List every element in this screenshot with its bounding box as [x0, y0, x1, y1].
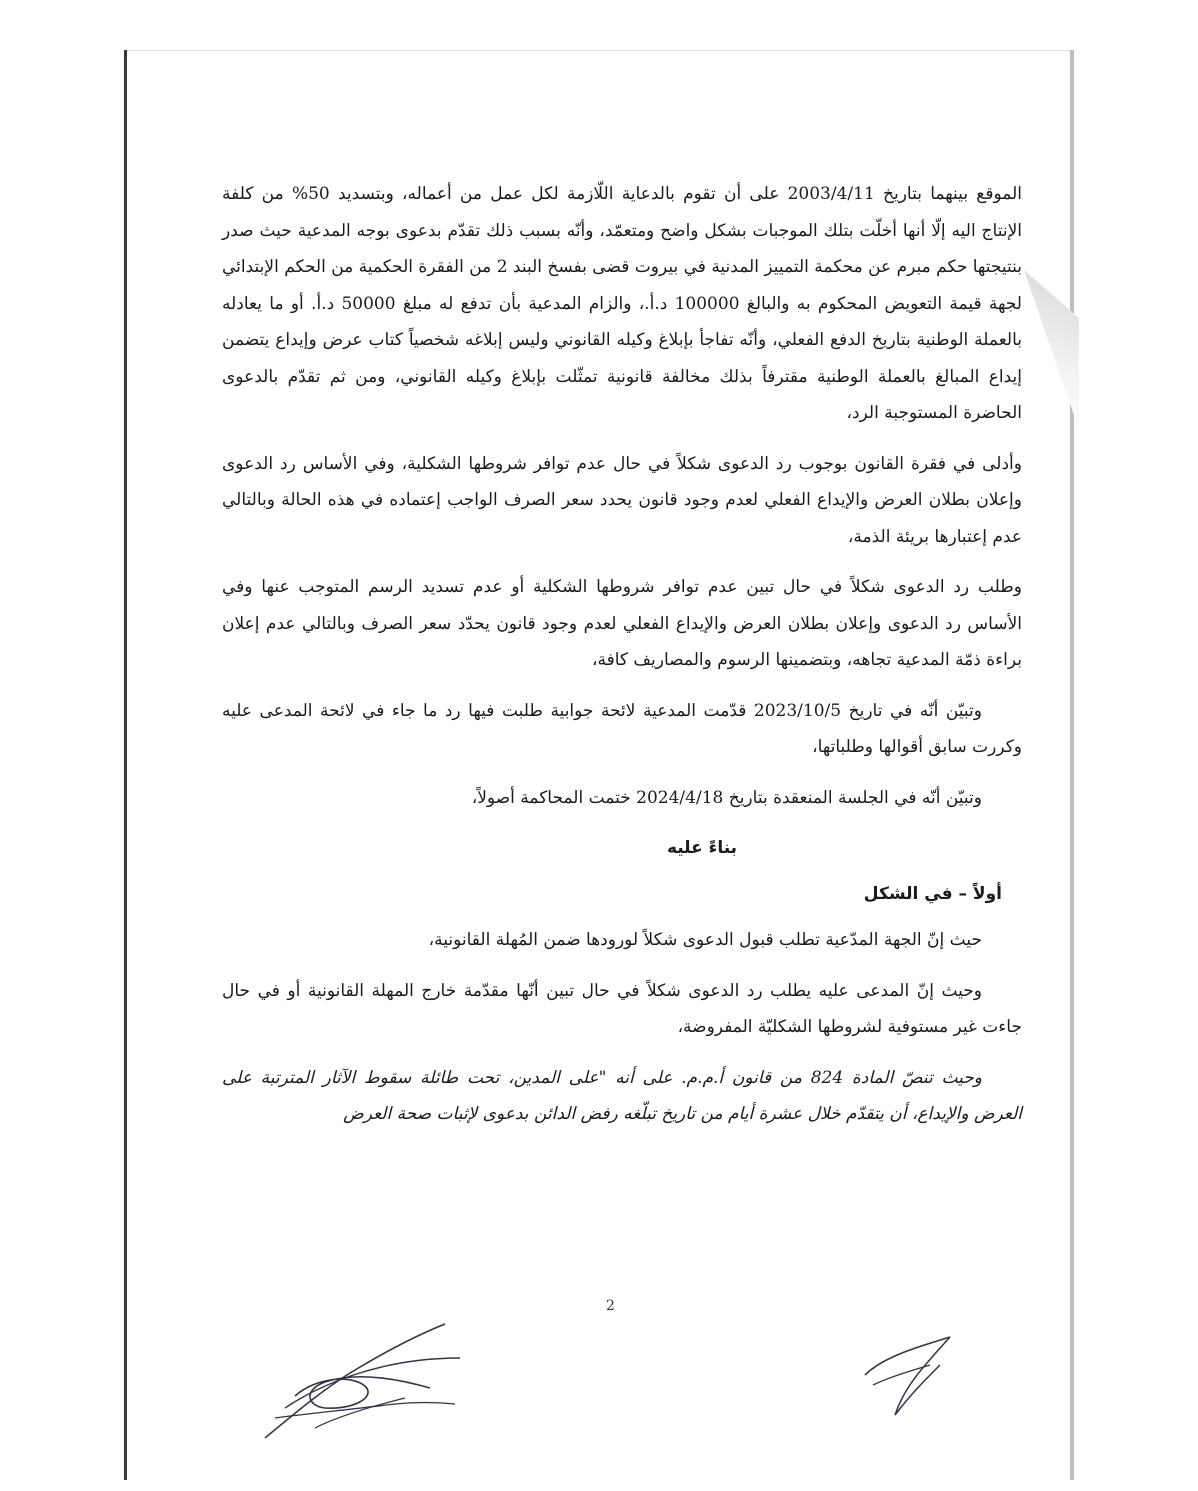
- signature-left: [255, 1318, 470, 1453]
- heading-based-on: بناءً عليه: [666, 838, 738, 858]
- paragraph-defendant-form: وحيث إنّ المدعى عليه يطلب رد الدعوى شكلاً في حال تبين أنّها مقدّمة خارج المهلة القانونية أو في حال جاءت غير مستوفية لشروطها الشكليّة المفروضة،: [222, 980, 1022, 1037]
- signature-right: [855, 1325, 965, 1425]
- paragraph-plaintiff-form: حيث إنّ الجهة المدّعية تطلب قبول الدعوى شكلاً لورودها ضمن المُهلة القانونية،: [428, 930, 982, 950]
- page-number: 2: [606, 1298, 615, 1314]
- paragraph-reply-date: وتبيّن أنّه في تاريخ 2023/10/5 قدّمت المدعية لائحة جوابية طلبت فيها رد ما جاء في لائحة المدعى عليه وكررت سابق أقوالها وطلباتها،: [222, 700, 1022, 757]
- heading-form: أولاً – في الشكل: [863, 884, 1002, 904]
- scan-edge-right: [1070, 50, 1074, 1480]
- paragraph-hearing-date: وتبيّن أنّه في الجلسة المنعقدة بتاريخ 2024/4/18 ختمت المحاكمة أصولاً،: [471, 787, 982, 808]
- paragraph-article-824: وحيث تنصّ المادة 824 من قانون أ.م.م. على أنه "على المدين، تحت طائلة سقوط الآثار المترتبة على العرض والإيداع، أن يتقدّم خلال عشرة أيام من تاريخ تبلّغه رفض الدائن بدعوى لإثبات صحة العرض: [222, 1067, 1022, 1124]
- paragraph-law-arguments: وأدلى في فقرة القانون بوجوب رد الدعوى شكلاً في حال عدم توافر شروطها الشكلية، وفي الأساس رد الدعوى وإعلان بطلان العرض والإيداع الفعلي لعدم وجود قانون يحدد سعر الصرف الواجب إعتماده في هذه الحالة وبالتالي عدم إعتبارها بريئة الذمة،: [222, 453, 1022, 547]
- scan-edge-top: [124, 50, 1074, 51]
- paragraph-facts: الموقع بينهما بتاريخ 2003/4/11 على أن تقوم بالدعاية اللّازمة لكل عمل من أعماله، وبتسديد 50% من كلفة الإنتاج اليه إلّا أنها أخلّت بتلك الموجبات بشكل واضح ومتعمّد، وأنّه بسبب ذلك تقدّم بدعوى بوجه المدعية حيث صدر بنتيجتها حكم مبرم عن محكمة التمييز المدنية في بيروت قضى بفسخ البند 2 من الفقرة الحكمية من الحكم الإبتدائي لجهة قيمة التعويض المحكوم به والبالغ 100000 د.أ.، والزام المدعية بأن تدفع له مبلغ 50000 د.أ. أو ما يعادله بالعملة الوطنية بتاريخ الدفع الفعلي، وأنّه تفاجأ بإبلاغ وكيله القانوني وليس إبلاغه شخصياً كتاب عرض وإيداع يتضمن إيداع المبالغ بالعملة الوطنية مقترفاً بذلك مخالفة قانونية تمثّلت بإبلاغ وكيله القانوني، ومن ثم تقدّم بالدعوى الحاضرة المستوجبة الرد،: [222, 184, 1022, 423]
- document-page: [222, 176, 1022, 1276]
- scan-edge-left: [124, 50, 127, 1480]
- paragraph-requests: وطلب رد الدعوى شكلاً في حال تبين عدم توافر شروطها الشكلية أو عدم تسديد الرسم المتوجب عنها وفي الأساس رد الدعوى وإعلان بطلان العرض والإيداع الفعلي لعدم وجود قانون يحدّد سعر الصرف وبالتالي عدم إعلان براءة ذمّة المدعية تجاهه، وبتضمينها الرسوم والمصاريف كافة،: [222, 577, 1022, 670]
